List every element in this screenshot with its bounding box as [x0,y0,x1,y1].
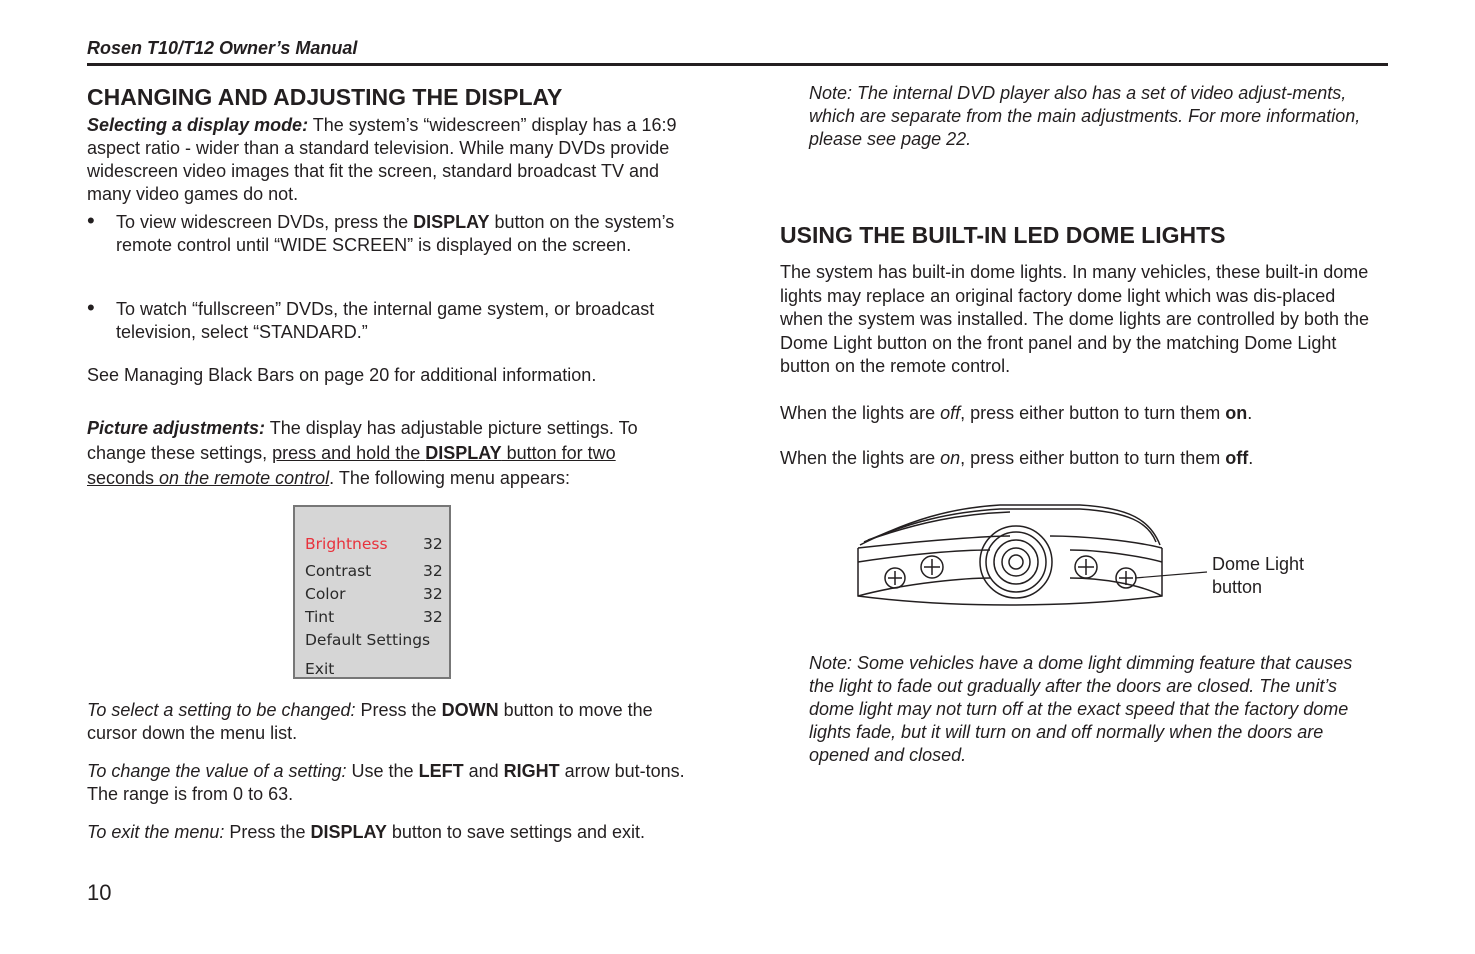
menu-item-tint: Tint [305,608,335,626]
display-button-label-2: DISPLAY [310,822,387,842]
picture-underline-text: press and hold the [272,443,426,463]
display-section-heading: CHANGING AND ADJUSTING THE DISPLAY [87,84,563,110]
off-line-start: When the lights are [780,403,941,423]
menu-item-color: Color [305,585,346,603]
menu-item-exit: Exit [305,660,335,678]
select-setting-label: To select a setting to be changed: [87,700,356,720]
dimming-feature-note: Note: Some vehicles have a dome light dimming feature that causes the light to fade out gradually after the doors are closed. The unit’s dome light may not turn off at the exact speed that the factory dome lights fade, but it will turn on and off normally when the doors are opened and closed. [809,653,1353,765]
lights-on-text [780,447,1253,470]
left-button-label: LEFT [418,761,464,781]
exit-text: Press the [224,822,311,842]
change-text: Use the [346,761,419,781]
manual-header-title: Rosen T10/T12 Owner’s Manual [87,38,358,58]
menu-value-color: 32 [423,585,443,603]
see-also-text: See Managing Black Bars on page 20 for additional information. [87,365,597,385]
picture-text-end: . The following menu appears: [329,468,570,488]
bullet-fullscreen [87,295,696,344]
exit-menu-paragraph [87,821,717,844]
down-button-label: DOWN [441,700,499,720]
select-text-end: button to move the cursor down the menu list. [87,700,653,743]
picture-adjustments-label: Picture adjustments: [87,418,266,438]
change-value-paragraph [87,760,697,806]
exit-menu-label: To exit the menu: [87,822,225,842]
dome-lights-intro: The system has built-in dome lights. In many vehicles, these built-in dome lights may replace an original factory dome light which was dis-placed when the system was installed. The dome lights are controlled by both the Dome Light button on the front panel and by the matching Dome Light button on the remote control. [780,262,1369,376]
on-action-word: on [1225,403,1248,423]
dvd-adjustments-note: Note: The internal DVD player also has a set of video adjust-ments, which are separate from the main adjustments. For more information, please see page 22. [809,83,1361,149]
display-button-label: DISPLAY [413,212,490,232]
bullet-fullscreen-text: To watch “fullscreen” DVDs, the internal game system, or broadcast television, select “STANDARD.” [116,299,655,342]
picture-settings-menu [293,505,451,679]
picture-underline-text-2: button for two seconds [87,443,616,488]
on-line-start: When the lights are [780,448,941,468]
bullet-widescreen-text-end: button on the system’s remote control until “WIDE SCREEN” is displayed on the screen. [116,212,675,255]
change-text-mid: and [463,761,504,781]
bullet-widescreen-text: To view widescreen DVDs, press the [116,212,414,232]
change-value-label: To change the value of a setting: [87,761,347,781]
dome-light-panel-illustration [850,500,1220,610]
header-rule [87,63,1388,66]
change-text-end: arrow but-tons. The range is from 0 to 63. [87,761,685,804]
page-number: 10 [87,880,112,905]
lights-off-text [780,402,1252,425]
display-mode-paragraph [87,114,677,206]
display-mode-label: Selecting a display mode: [87,115,309,135]
picture-text-start: The display has adjustable picture settings. To change these settings, [87,418,638,463]
picture-adjustments-paragraph [87,416,687,491]
right-button-label: RIGHT [503,761,560,781]
select-text: Press the [355,700,442,720]
bullet-dot-icon: • [87,295,95,320]
menu-item-brightness: Brightness [305,535,388,553]
dome-light-button-callout: Dome Light button [1212,554,1305,597]
bullet-dot-icon: • [87,208,95,233]
menu-item-contrast: Contrast [305,562,372,580]
menu-value-tint: 32 [423,608,443,626]
exit-text-end: button to save settings and exit. [386,822,645,842]
off-line-mid: , press either button to turn them [960,403,1226,423]
on-line-end: . [1248,448,1254,468]
dome-lights-heading: USING THE BUILT-IN LED DOME LIGHTS [780,222,1226,248]
menu-value-brightness: 32 [423,535,443,553]
picture-remote-text: on the remote control [159,468,330,488]
bullet-widescreen [87,208,696,257]
menu-item-default-settings: Default Settings [305,631,431,649]
off-state-word: off [940,403,961,423]
picture-display-label: DISPLAY [425,443,502,463]
off-action-word: off [1225,448,1249,468]
on-line-mid: , press either button to turn them [960,448,1226,468]
select-setting-paragraph [87,699,702,745]
menu-value-contrast: 32 [423,562,443,580]
display-mode-text: The system’s “widescreen” display has a 16:9 aspect ratio - wider than a standard television. While many DVDs provide widescreen video images that fit the screen, standard broadcast TV and many video games do not. [87,115,677,204]
on-state-word: on [940,448,961,468]
off-line-end: . [1247,403,1253,423]
